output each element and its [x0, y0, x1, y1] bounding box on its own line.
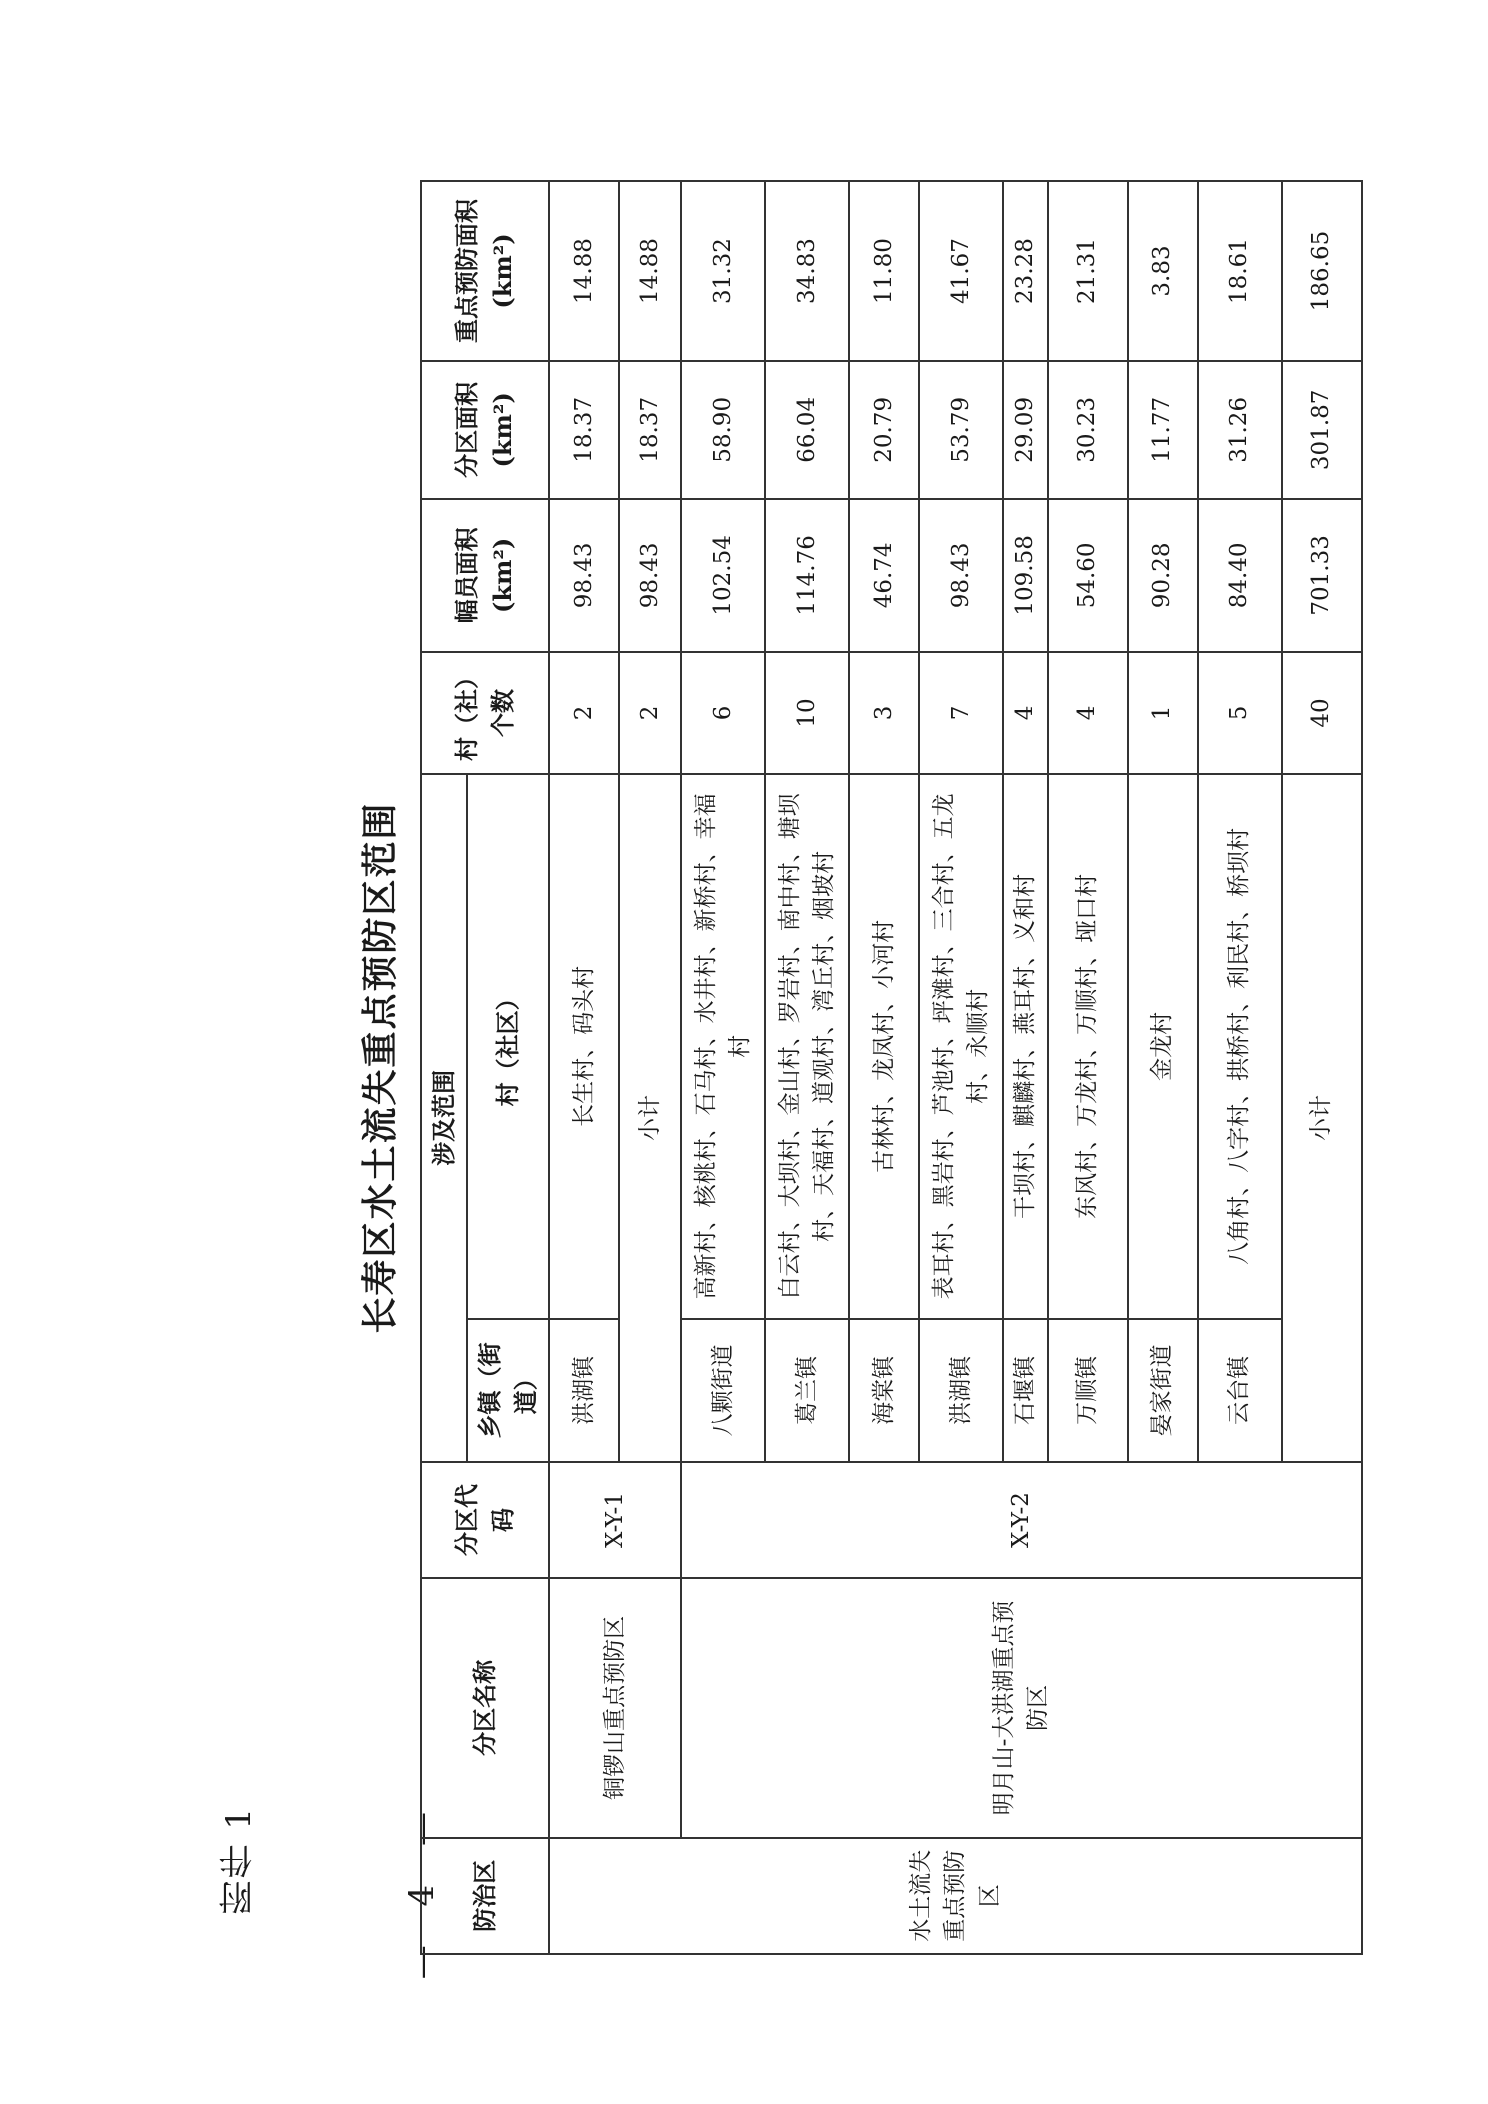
village-cell: 干坝村、麒麟村、燕耳村、义和村 — [1003, 774, 1048, 1319]
span-area-cell: 90.28 — [1128, 499, 1198, 652]
town-cell: 葛兰镇 — [765, 1319, 849, 1462]
span-area-cell: 114.76 — [765, 499, 849, 652]
key-area-cell: 11.80 — [849, 181, 919, 361]
span-area-cell: 98.43 — [549, 499, 619, 652]
header-village-count: 村（社）个数 — [421, 652, 549, 774]
zone-name-cell: 明月山-大洪湖重点预防区 — [681, 1578, 1362, 1837]
span-area-cell: 98.43 — [919, 499, 1003, 652]
attachment-label: 附件 1 — [219, 1806, 259, 1915]
town-cell: 万顺镇 — [1048, 1319, 1128, 1462]
town-cell: 八颗街道 — [681, 1319, 765, 1462]
header-zone-area: 分区面积(km²) — [421, 361, 549, 499]
header-village: 村（社区） — [467, 774, 549, 1319]
zone-area-cell: 30.23 — [1048, 361, 1128, 499]
zone-area-cell: 20.79 — [849, 361, 919, 499]
zone-code-cell: X-Y-2 — [681, 1462, 1362, 1578]
key-area-cell: 23.28 — [1003, 181, 1048, 361]
zone-code-cell: X-Y-1 — [549, 1462, 681, 1578]
prevention-zone-table — [420, 180, 1363, 1955]
span-area-cell: 109.58 — [1003, 499, 1048, 652]
header-scope: 涉及范围 — [421, 774, 467, 1462]
key-area-cell: 18.61 — [1198, 181, 1282, 361]
village-cell: 金龙村 — [1128, 774, 1198, 1319]
town-cell: 洪湖镇 — [549, 1319, 619, 1462]
count-cell: 10 — [765, 652, 849, 774]
span-area-cell: 84.40 — [1198, 499, 1282, 652]
zone-area-cell: 29.09 — [1003, 361, 1048, 499]
district-cell: 水土流失重点预防区 — [549, 1838, 1362, 1954]
subtotal-label: 小计 — [619, 774, 681, 1462]
count-cell: 2 — [619, 652, 681, 774]
header-row-1 — [421, 181, 467, 1954]
count-cell: 5 — [1198, 652, 1282, 774]
zone-area-cell: 66.04 — [765, 361, 849, 499]
zone-area-cell: 31.26 — [1198, 361, 1282, 499]
key-area-cell: 14.88 — [619, 181, 681, 361]
span-area-cell: 701.33 — [1282, 499, 1362, 652]
key-area-cell: 31.32 — [681, 181, 765, 361]
count-cell: 7 — [919, 652, 1003, 774]
zone-area-cell: 18.37 — [549, 361, 619, 499]
span-area-cell: 46.74 — [849, 499, 919, 652]
header-zone-name: 分区名称 — [421, 1578, 549, 1837]
header-district: 防治区 — [421, 1838, 549, 1954]
zone-area-cell: 58.90 — [681, 361, 765, 499]
village-cell: 东风村、万龙村、万顺村、垭口村 — [1048, 774, 1128, 1319]
town-cell: 晏家街道 — [1128, 1319, 1198, 1462]
header-zone-code: 分区代码 — [421, 1462, 549, 1578]
span-area-cell: 54.60 — [1048, 499, 1128, 652]
village-cell: 白云村、大坝村、金山村、罗岩村、南中村、塘坝村、天福村、道观村、湾丘村、烟坡村 — [765, 774, 849, 1319]
span-area-cell: 98.43 — [619, 499, 681, 652]
town-cell: 石堰镇 — [1003, 1319, 1048, 1462]
town-cell: 海棠镇 — [849, 1319, 919, 1462]
count-cell: 3 — [849, 652, 919, 774]
subtotal-label: 小计 — [1282, 774, 1362, 1462]
town-cell: 洪湖镇 — [919, 1319, 1003, 1462]
count-cell: 1 — [1128, 652, 1198, 774]
zone-area-cell: 18.37 — [619, 361, 681, 499]
village-cell: 古林村、龙凤村、小河村 — [849, 774, 919, 1319]
header-span-area: 幅员面积(km²) — [421, 499, 549, 652]
village-cell: 八角村、八字村、拱桥村、利民村、桥坝村 — [1198, 774, 1282, 1319]
zone-area-cell: 301.87 — [1282, 361, 1362, 499]
key-area-cell: 3.83 — [1128, 181, 1198, 361]
header-key-area: 重点预防面积(km²) — [421, 181, 549, 361]
village-cell: 高新村、核桃村、石马村、水井村、新桥村、幸福村 — [681, 774, 765, 1319]
count-cell: 4 — [1048, 652, 1128, 774]
key-area-cell: 34.83 — [765, 181, 849, 361]
village-cell: 表耳村、黑岩村、芦池村、坪滩村、三合村、五龙村、永顺村 — [919, 774, 1003, 1319]
key-area-cell: 41.67 — [919, 181, 1003, 361]
rotated-table-sheet — [340, 180, 1363, 1955]
header-town: 乡镇（街道） — [467, 1319, 549, 1462]
zone-area-cell: 53.79 — [919, 361, 1003, 499]
village-cell: 长生村、码头村 — [549, 774, 619, 1319]
count-cell: 40 — [1282, 652, 1362, 774]
key-area-cell: 21.31 — [1048, 181, 1128, 361]
town-cell: 云台镇 — [1198, 1319, 1282, 1462]
key-area-cell: 186.65 — [1282, 181, 1362, 361]
table-row — [681, 181, 765, 1954]
key-area-cell: 14.88 — [549, 181, 619, 361]
zone-area-cell: 11.77 — [1128, 361, 1198, 499]
page-number: — 4 — — [402, 1798, 442, 1980]
count-cell: 6 — [681, 652, 765, 774]
count-cell: 4 — [1003, 652, 1048, 774]
table-row — [549, 181, 619, 1954]
zone-name-cell: 铜锣山重点预防区 — [549, 1578, 681, 1837]
table-title: 长寿区水土流失重点预防区范围 — [359, 801, 401, 1334]
count-cell: 2 — [549, 652, 619, 774]
span-area-cell: 102.54 — [681, 499, 765, 652]
